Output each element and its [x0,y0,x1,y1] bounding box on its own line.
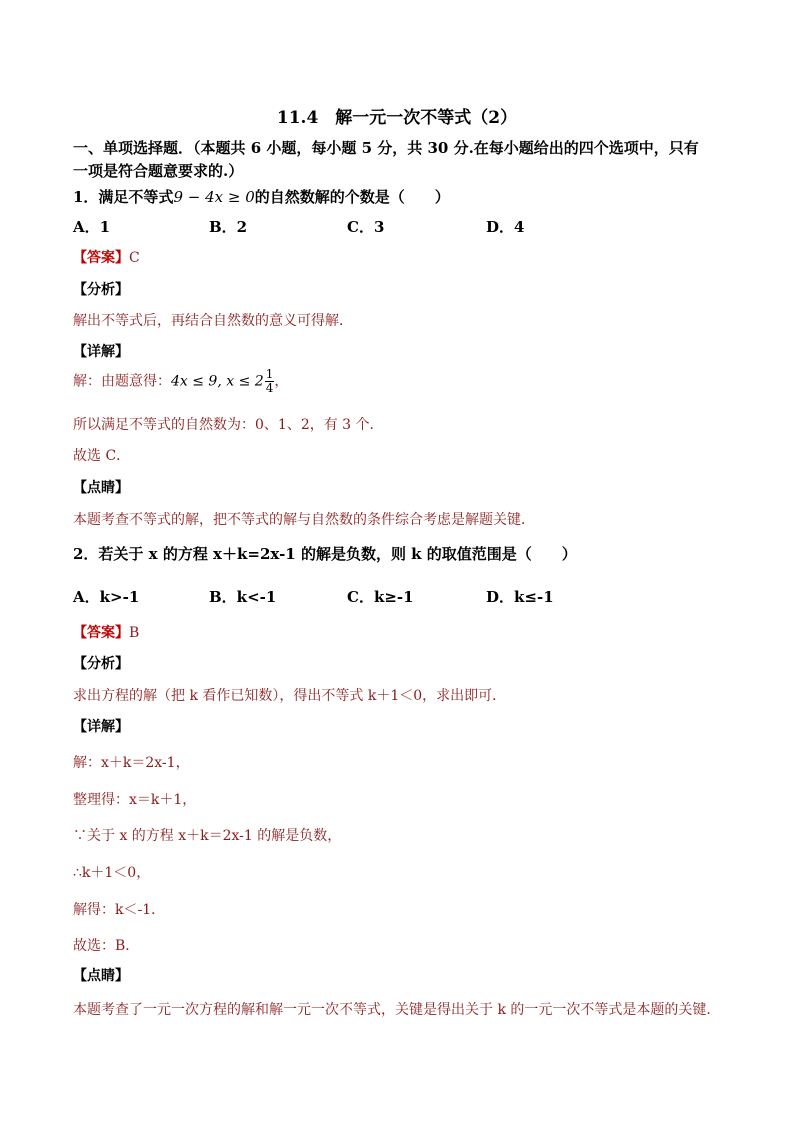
q1-answer-value: C [129,250,140,266]
q1-answer-label: 【答案】 [73,250,129,266]
q2-answer-label: 【答案】 [73,625,129,641]
q1-detail-prefix: 解：由题意得： [73,373,171,390]
q2-stem: 2．若关于 x 的方程 x＋k=2x-1 的解是负数，则 k 的取值范围是（ ） [73,545,577,563]
q2-step-1: 解：x＋k＝2x-1， [73,755,190,771]
q1-analysis-label: 【分析】 [73,282,129,298]
q1-comment-text: 本题考查不等式的解，把不等式的解与自然数的条件综合考虑是解题关键． [73,512,535,528]
q1-detail-math: 4x ≤ 9, x ≤ 2 [171,373,264,390]
q1-option-d: D．4 [486,218,525,236]
q2-option-d: D．k≤-1 [486,588,554,606]
section-heading-line2: 一项是符合题意要求的.） [73,162,244,180]
q1-stem-suffix: 的自然数解的个数是（ ） [254,188,450,206]
q1-detail-line1 [73,368,288,395]
q1-stem [73,186,450,207]
q1-detail-end: ， [274,373,289,390]
q1-stem-prefix: 1．满足不等式 [73,188,174,206]
q2-option-b: B．k<-1 [209,588,277,606]
fraction-denominator: 4 [265,381,274,395]
q1-answer [73,247,140,267]
q2-option-c: C．k≥-1 [347,588,414,606]
q1-option-c: C．3 [347,218,385,236]
fraction-numerator: 1 [265,367,274,381]
q2-step-6: 故选：B． [73,938,140,954]
q1-option-b: B．2 [209,218,248,236]
q2-analysis-text: 求出方程的解（把 k 看作已知数），得出不等式 k＋1＜0，求出即可． [73,688,507,704]
page-title: 11.4 解一元一次不等式（2） [276,108,518,128]
q1-detail-line2: 所以满足不等式的自然数为：0、1、2，有 3 个． [73,417,384,433]
section-heading-line1: 一、单项选择题．（本题共 6 小题，每小题 5 分，共 30 分.在每小题给出的四个选项中，只有 [73,139,699,157]
q2-step-3: ∵关于 x 的方程 x＋k＝2x-1 的解是负数， [73,828,342,844]
q2-answer-value: B [129,625,140,641]
q2-option-a: A．k>-1 [73,588,140,606]
q1-detail-line3: 故选 C． [73,448,131,464]
q2-comment-text: 本题考查了一元一次方程的解和解一元一次不等式，关键是得出关于 k 的一元一次不等式是本题的关键． [73,1002,721,1018]
q2-step-2: 整理得：x＝k＋1， [73,792,197,808]
q2-step-4: ∴k＋1＜0， [73,865,151,881]
q1-analysis-text: 解出不等式后，再结合自然数的意义可得解． [73,313,353,329]
q2-detail-label: 【详解】 [73,719,129,735]
q2-answer [73,622,139,642]
q2-step-5: 解得：k＜-1． [73,902,166,918]
q1-comment-label: 【点睛】 [73,480,129,496]
q1-option-a: A．1 [73,218,111,236]
q2-comment-label: 【点睛】 [73,968,129,984]
q1-detail-label: 【详解】 [73,344,129,360]
q2-analysis-label: 【分析】 [73,656,129,672]
q1-stem-math: 9 − 4x ≥ 0 [173,188,255,206]
q1-detail-fraction [265,368,275,395]
